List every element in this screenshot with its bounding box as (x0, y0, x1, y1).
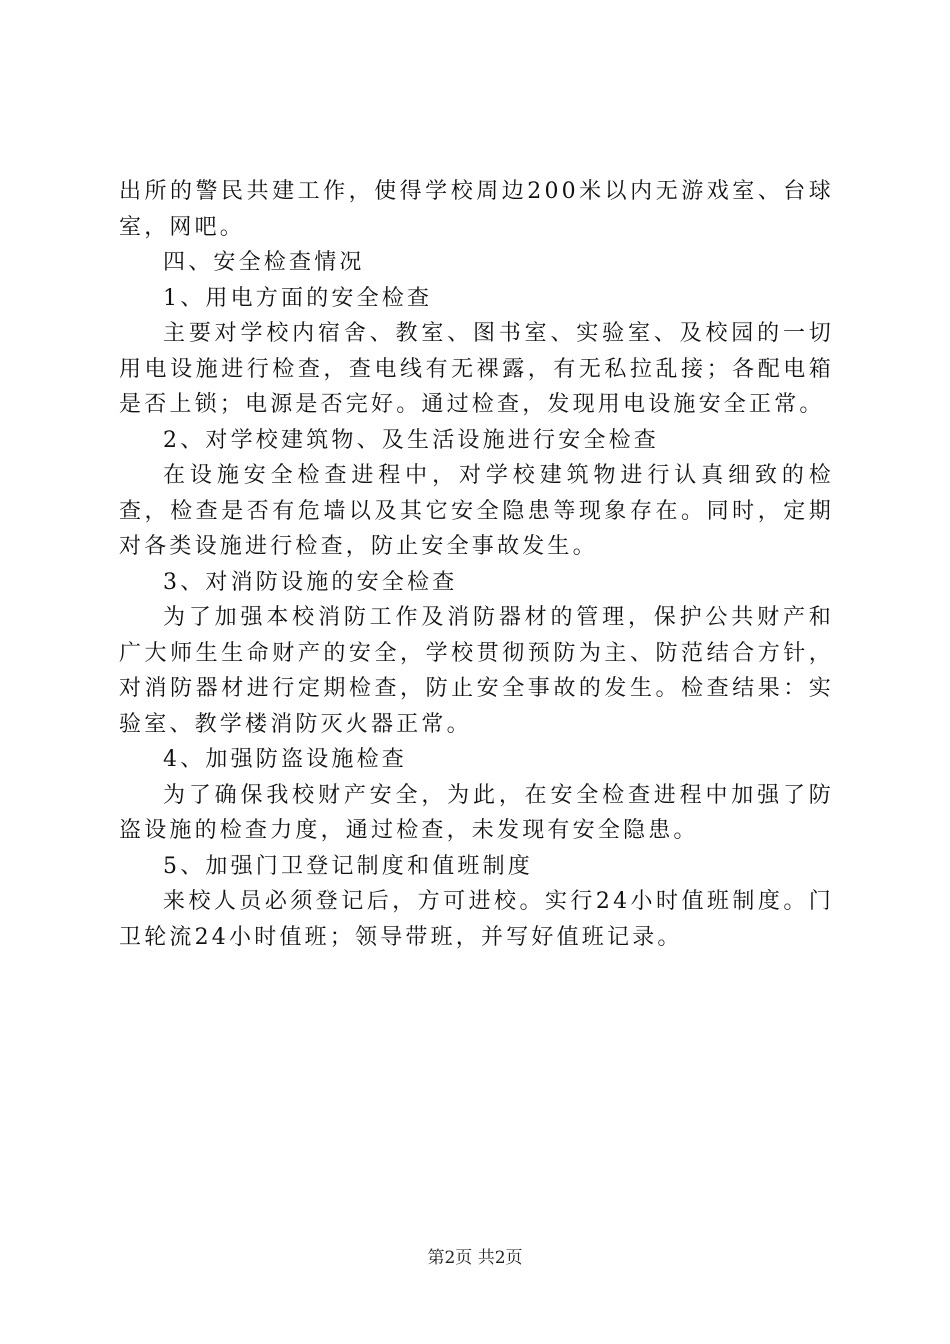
page-number-footer: 第2页 共2页 (427, 1248, 523, 1268)
paragraph-5: 来校人员必须登记后，方可进校。实行24小时值班制度。门卫轮流24小时值班；领导带班，并写好值班记录。 (119, 889, 834, 950)
paragraph-3: 为了加强本校消防工作及消防器材的管理，保护公共财产和广大师生生命财产的安全，学校贯彻预防为主、防范结合方针，对消防器材进行定期检查，防止安全事故的发生。检查结果：实验室、教学楼消防灭火器正常。 (119, 605, 834, 737)
section-heading: 四、安全检查情况 (163, 250, 365, 275)
subsection-heading-4: 4、加强防盗设施检查 (163, 747, 407, 772)
subsection-heading-1: 1、用电方面的安全检查 (163, 285, 433, 311)
paragraph-4: 为了确保我校财产安全，为此，在安全检查进程中加强了防盗设施的检查力度，通过检查，未发现有安全隐患。 (119, 782, 834, 843)
subsection-heading-3: 3、对消防设施的安全检查 (163, 569, 458, 595)
paragraph-2: 在设施安全检查进程中，对学校建筑物进行认真细致的检查，检查是否有危墙以及其它安全隐患等现象存在。同时，定期对各类设施进行检查，防止安全事故发生。 (119, 463, 834, 559)
subsection-heading-2: 2、对学校建筑物、及生活设施进行安全检查 (163, 427, 659, 453)
paragraph-1: 主要对学校内宿舍、教室、图书室、实验室、及校园的一切用电设施进行检查，查电线有无裸露，有无私拉乱接；各配电箱是否上锁；电源是否完好。通过检查，发现用电设施安全正常。 (119, 321, 834, 417)
document-body (119, 174, 834, 955)
paragraph-continuation: 出所的警民共建工作，使得学校周边200米以内无游戏室、台球室，网吧。 (119, 179, 834, 240)
subsection-heading-5: 5、加强门卫登记制度和值班制度 (163, 853, 533, 879)
